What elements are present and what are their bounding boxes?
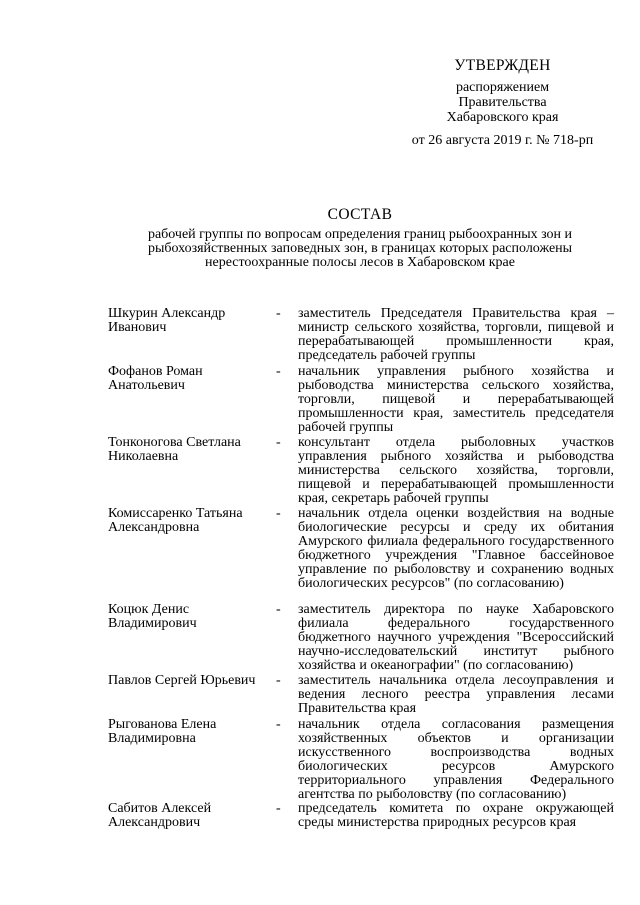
member-role: начальник управления рыбного хозяйства и рыбоводства министерства сельского хозяйства, торговли, пищевой и перерабатывающей промышленности края, заместитель председателя рабочей группы [298, 364, 614, 435]
member-name: Павлов Сергей Юрьевич [108, 673, 256, 688]
member-role: председатель комитета по охране окружающей среды министерства природных ресурсов края [298, 801, 614, 830]
member-role: консультант отдела рыболовных участков управления рыбного хозяйства и рыбоводства министерства сельского хозяйства, торговли, пищевой и перерабатывающей промышленности края, секретарь рабочей группы [298, 435, 614, 506]
member-name: Тонконогова Светлана Николаевна [108, 435, 241, 464]
member-dash: - [276, 801, 281, 816]
member-role: начальник отдела согласования размещения хозяйственных объектов и организации искусственного воспроизводства водных биологических ресурсов Амурского территориального управления Федерального агентства по рыболовству (по согласованию) [298, 717, 614, 802]
member-name: Комиссаренко Татьяна Александровна [108, 506, 243, 535]
member-dash: - [276, 435, 281, 450]
member-name: Коцюк Денис Владимирович [108, 602, 197, 631]
document-subtitle: рабочей группы по вопросам определения границ рыбоохранных зон и рыбохозяйственных заповедных зон, в границах которых расположены нерестоохранные полосы лесов в Хабаровском крае [147, 227, 573, 270]
member-dash: - [276, 602, 281, 617]
member-name: Шкурин Александр Иванович [108, 306, 226, 335]
member-role: заместитель Председателя Правительства края – министр сельского хозяйства, торговли, пищевой и перерабатывающей промышленности края, председатель рабочей группы [298, 306, 614, 363]
member-role: заместитель начальника отдела лесоуправления и ведения лесного реестра управления лесами Правительства края [298, 673, 614, 716]
member-role: начальник отдела оценки воздействия на водные биологические ресурсы и среду их обитания Амурского филиала федерального государственного бюджетного учреждения "Главное бассейновое управление по рыболовству и сохранению водных биологических ресурсов" (по согласованию) [298, 506, 614, 591]
approval-date: от 26 августа 2019 г. № 718-рп [411, 133, 594, 148]
member-role: заместитель директора по науке Хабаровского филиала федерального государственного бюджетного научного учреждения "Всероссийский научно-исследовательский институт рыбного хозяйства и океанографии" (по согласованию) [298, 602, 614, 673]
member-name: Фофанов Роман Анатольевич [108, 364, 203, 393]
member-dash: - [276, 717, 281, 732]
member-dash: - [276, 673, 281, 688]
member-dash: - [276, 364, 281, 379]
document-title: СОСТАВ [327, 206, 393, 223]
member-dash: - [276, 506, 281, 521]
approval-line-1: распоряжением [455, 80, 550, 95]
approval-stamp [395, 58, 610, 148]
member-name: Рыгованова Елена Владимировна [108, 717, 217, 746]
approval-line-3: Хабаровского края [446, 110, 559, 125]
member-name: Сабитов Алексей Александрович [108, 801, 212, 830]
member-dash: - [276, 306, 281, 321]
approval-line-2: Правительства [458, 95, 547, 110]
approval-heading: УТВЕРЖДЕН [454, 57, 551, 74]
